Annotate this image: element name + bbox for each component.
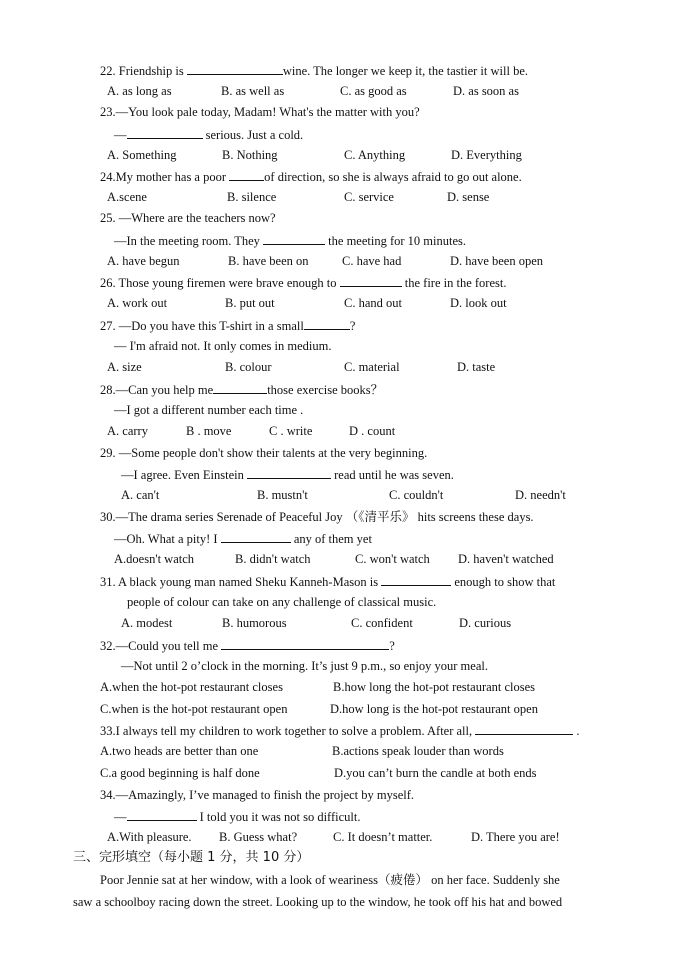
q29-option-b[interactable]: B. mustn't (257, 488, 308, 502)
q23-reply: — serious. Just a cold. (114, 128, 304, 142)
q27-stem: 27. —Do you have this T-shirt in a small ? (100, 319, 356, 333)
q22-stem: 22. Friendship is wine. The longer we keep it, the tastier it will be. (100, 64, 528, 78)
q23-stem: 23.—You look pale today, Madam! What's the matter with you? (100, 105, 420, 119)
q24-option-b[interactable]: B. silence (227, 190, 277, 204)
answer-blank[interactable] (187, 62, 283, 75)
q27-option-b[interactable]: B. colour (225, 360, 272, 374)
q33-option-b[interactable]: B.actions speak louder than words (332, 744, 504, 758)
section-title: 三、完形填空（每小题 1 分，共 10 分） (73, 850, 310, 865)
q30-option-a[interactable]: A.doesn't watch (114, 552, 195, 566)
q23-option-a[interactable]: A. Something (107, 148, 177, 162)
q29-reply: —I agree. Even Einstein read until he was seven. (121, 468, 454, 482)
q27-option-a[interactable]: A. size (107, 360, 142, 374)
q29-option-d[interactable]: D. needn't (515, 488, 566, 502)
q31-stem: 31. A black young man named Sheku Kanneh-Mason is enough to show that (100, 575, 556, 589)
q26-stem: 26. Those young firemen were brave enough to the fire in the forest. (100, 276, 507, 290)
answer-blank[interactable] (475, 722, 573, 735)
answer-blank[interactable] (213, 381, 267, 394)
answer-blank[interactable] (127, 126, 203, 139)
q25-reply: —In the meeting room. They the meeting for 10 minutes. (114, 234, 466, 248)
q23-option-d[interactable]: D. Everything (451, 148, 522, 162)
answer-blank[interactable] (221, 637, 389, 650)
q28-option-a[interactable]: A. carry (107, 424, 148, 438)
answer-blank[interactable] (247, 466, 331, 479)
answer-blank[interactable] (381, 573, 451, 586)
q22-option-a[interactable]: A. as long as (107, 84, 172, 98)
answer-blank[interactable] (127, 808, 197, 821)
q24-option-d[interactable]: D. sense (447, 190, 490, 204)
q32-option-c[interactable]: C.when is the hot-pot restaurant open (100, 702, 288, 716)
q26-option-d[interactable]: D. look out (450, 296, 507, 310)
q22-option-b[interactable]: B. as well as (221, 84, 285, 98)
q31-option-a[interactable]: A. modest (121, 616, 173, 630)
q24-option-a[interactable]: A.scene (107, 190, 147, 204)
passage-line-2: saw a schoolboy racing down the street. Looking up to the window, he took off his hat and bowed (73, 895, 563, 909)
q34-option-d[interactable]: D. There you are! (471, 830, 560, 844)
q33-option-a[interactable]: A.two heads are better than one (100, 744, 259, 758)
q25-option-a[interactable]: A. have begun (107, 254, 180, 268)
q26-option-c[interactable]: C. hand out (344, 296, 402, 310)
q28-option-d[interactable]: D . count (349, 424, 396, 438)
q29-option-c[interactable]: C. couldn't (389, 488, 444, 502)
q29-option-a[interactable]: A. can't (121, 488, 160, 502)
q32-option-b[interactable]: B.how long the hot-pot restaurant closes (333, 680, 536, 694)
q25-option-d[interactable]: D. have been open (450, 254, 544, 268)
q30-option-b[interactable]: B. didn't watch (235, 552, 311, 566)
q23-option-b[interactable]: B. Nothing (222, 148, 278, 162)
q31-stem-line2: people of colour can take on any challenge of classical music. (127, 595, 437, 609)
q34-option-b[interactable]: B. Guess what? (219, 830, 298, 844)
q24-stem: 24.My mother has a poor of direction, so she is always afraid to go out alone. (100, 170, 522, 184)
q32-option-a[interactable]: A.when the hot-pot restaurant closes (100, 680, 283, 694)
answer-blank[interactable] (221, 530, 291, 543)
answer-blank[interactable] (263, 232, 325, 245)
q30-option-c[interactable]: C. won't watch (355, 552, 430, 566)
q27-option-d[interactable]: D. taste (457, 360, 496, 374)
q29-stem: 29. —Some people don't show their talents at the very beginning. (100, 446, 428, 460)
q25-option-b[interactable]: B. have been on (228, 254, 309, 268)
q22-option-c[interactable]: C. as good as (340, 84, 407, 98)
q32-option-d[interactable]: D.how long is the hot-pot restaurant open (330, 702, 538, 716)
q25-option-c[interactable]: C. have had (342, 254, 402, 268)
q24-option-c[interactable]: C. service (344, 190, 394, 204)
q26-option-a[interactable]: A. work out (107, 296, 168, 310)
q34-option-a[interactable]: A.With pleasure. (107, 830, 192, 844)
q23-option-c[interactable]: C. Anything (344, 148, 406, 162)
answer-blank[interactable] (340, 274, 402, 287)
q28-stem: 28.—Can you help me those exercise books？ (100, 383, 384, 397)
q25-stem: 25. —Where are the teachers now? (100, 211, 276, 225)
q31-option-c[interactable]: C. confident (351, 616, 413, 630)
q31-option-d[interactable]: D. curious (459, 616, 512, 630)
q34-stem: 34.—Amazingly, I’ve managed to finish the project by myself. (100, 788, 415, 802)
answer-blank[interactable] (304, 317, 350, 330)
q27-reply: — I'm afraid not. It only comes in medium. (114, 339, 332, 353)
q31-option-b[interactable]: B. humorous (222, 616, 287, 630)
q33-option-d[interactable]: D.you can’t burn the candle at both ends (334, 766, 537, 780)
q30-reply: —Oh. What a pity! I any of them yet (114, 532, 372, 546)
passage-line-1: Poor Jennie sat at her window, with a look of weariness（疲倦） on her face. Suddenly she (100, 873, 560, 887)
q32-stem: 32.—Could you tell me ? (100, 639, 395, 653)
q28-option-b[interactable]: B . move (186, 424, 232, 438)
q22-option-d[interactable]: D. as soon as (453, 84, 519, 98)
q26-option-b[interactable]: B. put out (225, 296, 275, 310)
q30-option-d[interactable]: D. haven't watched (458, 552, 554, 566)
q32-reply: —Not until 2 o’clock in the morning. It’s just 9 p.m., so enjoy your meal. (121, 659, 488, 673)
q28-option-c[interactable]: C . write (269, 424, 313, 438)
q30-stem: 30.—The drama series Serenade of Peaceful Joy （《清平乐》 hits screens these days. (100, 510, 534, 524)
q34-option-c[interactable]: C. It doesn’t matter. (333, 830, 433, 844)
answer-blank[interactable] (229, 168, 264, 181)
q27-option-c[interactable]: C. material (344, 360, 400, 374)
q34-reply: — I told you it was not so difficult. (114, 810, 361, 824)
q33-option-c[interactable]: C.a good beginning is half done (100, 766, 260, 780)
q33-stem: 33.I always tell my children to work together to solve a problem. After all, . (100, 724, 580, 738)
q28-reply: —I got a different number each time . (114, 403, 304, 417)
